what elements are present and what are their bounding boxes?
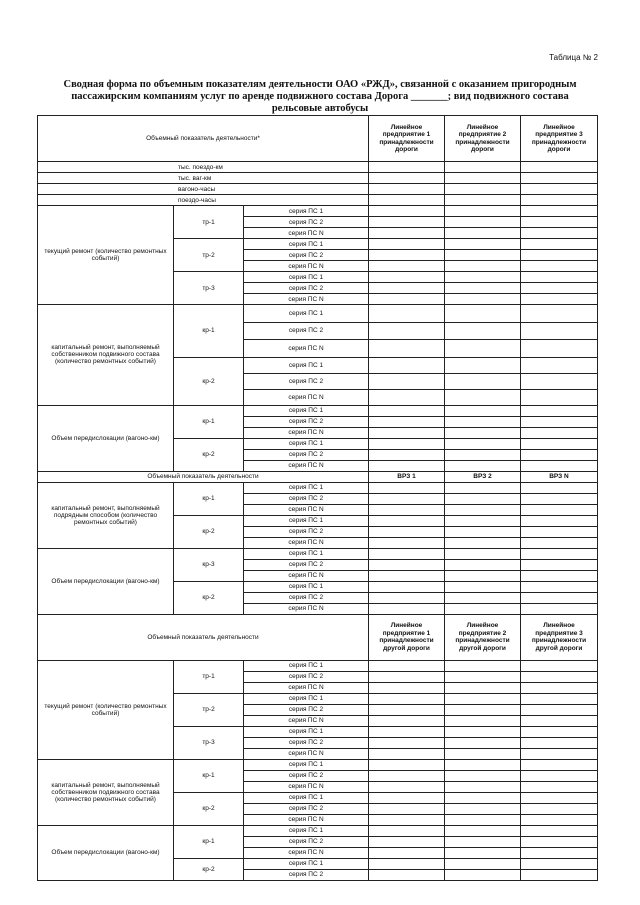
value-cell bbox=[521, 206, 598, 217]
value-cell bbox=[521, 726, 598, 737]
value-cell bbox=[369, 460, 445, 471]
value-cell bbox=[445, 682, 521, 693]
value-cell bbox=[445, 869, 521, 880]
value-cell bbox=[521, 239, 598, 250]
value-cell bbox=[445, 537, 521, 548]
series-label: серия ПС 1 bbox=[244, 858, 369, 869]
series-label: серия ПС 2 bbox=[244, 526, 369, 537]
header-col-2: Линейное предприятие 2 принадлежности другой дороги bbox=[445, 614, 521, 660]
series-label: серия ПС N bbox=[244, 261, 369, 272]
series-label: серия ПС N bbox=[244, 389, 369, 405]
group-label: Объем передислокации (вагоно-км) bbox=[38, 825, 174, 880]
table-row bbox=[38, 548, 598, 559]
value-cell bbox=[445, 228, 521, 239]
group-label: капитальный ремонт, выполняемый подрядным способом (количество ремонтных событий) bbox=[38, 482, 174, 548]
table-number: Таблица № 2 bbox=[549, 53, 598, 62]
value-cell bbox=[521, 682, 598, 693]
table-row bbox=[38, 825, 598, 836]
value-cell bbox=[369, 781, 445, 792]
value-cell bbox=[369, 858, 445, 869]
value-cell bbox=[369, 748, 445, 759]
value-cell bbox=[445, 416, 521, 427]
value-cell bbox=[521, 781, 598, 792]
group-label: Объем передислокации (вагоно-км) bbox=[38, 405, 174, 471]
value-cell bbox=[521, 858, 598, 869]
repair-type: кр-1 bbox=[174, 482, 244, 515]
value-cell bbox=[521, 792, 598, 803]
table-row bbox=[38, 116, 598, 162]
series-label: серия ПС 1 bbox=[244, 825, 369, 836]
value-cell bbox=[369, 416, 445, 427]
group-label: Объем передислокации (вагоно-км) bbox=[38, 548, 174, 614]
value-cell bbox=[445, 261, 521, 272]
value-cell bbox=[445, 693, 521, 704]
series-label: серия ПС 1 bbox=[244, 693, 369, 704]
series-label: серия ПС 2 bbox=[244, 671, 369, 682]
group-label: капитальный ремонт, выполняемый собственником подвижного состава (количество ремонтных событий) bbox=[38, 305, 174, 406]
table-row bbox=[38, 206, 598, 217]
value-cell bbox=[521, 814, 598, 825]
repair-type: тр-1 bbox=[174, 206, 244, 239]
series-label: серия ПС 2 bbox=[244, 283, 369, 294]
value-cell bbox=[521, 322, 598, 340]
value-cell bbox=[445, 548, 521, 559]
value-cell bbox=[369, 184, 445, 195]
header-col-1: Линейное предприятие 1 принадлежности дороги bbox=[369, 116, 445, 162]
table-row bbox=[38, 195, 598, 206]
value-cell bbox=[521, 581, 598, 592]
series-label: серия ПС 2 bbox=[244, 737, 369, 748]
value-cell bbox=[521, 416, 598, 427]
series-label: серия ПС 2 bbox=[244, 250, 369, 261]
value-cell bbox=[521, 570, 598, 581]
table-row bbox=[38, 471, 598, 482]
value-cell bbox=[445, 272, 521, 283]
series-label: серия ПС 2 bbox=[244, 373, 369, 389]
value-cell bbox=[369, 682, 445, 693]
value-cell bbox=[521, 748, 598, 759]
title-line-2: пассажирским компаниям услуг по аренде подвижного состава Дорога _______; вид подвижного состава bbox=[71, 91, 569, 102]
repair-type: тр-2 bbox=[174, 239, 244, 272]
value-cell bbox=[521, 357, 598, 373]
header-col-3: ВРЗ N bbox=[521, 471, 598, 482]
value-cell bbox=[369, 482, 445, 493]
series-label: серия ПС N bbox=[244, 603, 369, 614]
repair-type: тр-1 bbox=[174, 660, 244, 693]
table-row bbox=[38, 162, 598, 173]
value-cell bbox=[521, 283, 598, 294]
value-cell bbox=[521, 592, 598, 603]
value-cell bbox=[521, 438, 598, 449]
header-col-1: ВРЗ 1 bbox=[369, 471, 445, 482]
value-cell bbox=[445, 770, 521, 781]
value-cell bbox=[521, 770, 598, 781]
header-indicator: Объемный показатель деятельности* bbox=[38, 116, 369, 162]
value-cell bbox=[369, 836, 445, 847]
value-cell bbox=[369, 737, 445, 748]
series-label: серия ПС 2 bbox=[244, 592, 369, 603]
value-cell bbox=[369, 526, 445, 537]
value-cell bbox=[445, 340, 521, 358]
repair-type: кр-1 bbox=[174, 759, 244, 792]
value-cell bbox=[369, 515, 445, 526]
value-cell bbox=[369, 847, 445, 858]
table-row bbox=[38, 614, 598, 660]
unit-label: тыс. поездо-км bbox=[38, 162, 369, 173]
value-cell bbox=[369, 715, 445, 726]
value-cell bbox=[369, 726, 445, 737]
value-cell bbox=[369, 792, 445, 803]
value-cell bbox=[369, 803, 445, 814]
value-cell bbox=[521, 389, 598, 405]
value-cell bbox=[445, 322, 521, 340]
value-cell bbox=[521, 294, 598, 305]
series-label: серия ПС 1 bbox=[244, 239, 369, 250]
value-cell bbox=[445, 704, 521, 715]
repair-type: тр-3 bbox=[174, 272, 244, 305]
header-col-1: Линейное предприятие 1 принадлежности другой дороги bbox=[369, 614, 445, 660]
value-cell bbox=[521, 272, 598, 283]
series-label: серия ПС 1 bbox=[244, 792, 369, 803]
value-cell bbox=[369, 770, 445, 781]
value-cell bbox=[521, 173, 598, 184]
value-cell bbox=[369, 581, 445, 592]
value-cell bbox=[445, 173, 521, 184]
value-cell bbox=[521, 449, 598, 460]
series-label: серия ПС 1 bbox=[244, 660, 369, 671]
value-cell bbox=[369, 869, 445, 880]
value-cell bbox=[521, 195, 598, 206]
value-cell bbox=[445, 294, 521, 305]
value-cell bbox=[445, 825, 521, 836]
value-cell bbox=[521, 704, 598, 715]
series-label: серия ПС 2 bbox=[244, 449, 369, 460]
header-col-3: Линейное предприятие 3 принадлежности дороги bbox=[521, 116, 598, 162]
header-col-2: Линейное предприятие 2 принадлежности дороги bbox=[445, 116, 521, 162]
series-label: серия ПС 1 bbox=[244, 759, 369, 770]
value-cell bbox=[369, 389, 445, 405]
value-cell bbox=[521, 217, 598, 228]
value-cell bbox=[369, 592, 445, 603]
value-cell bbox=[521, 537, 598, 548]
series-label: серия ПС 2 bbox=[244, 704, 369, 715]
table-row bbox=[38, 660, 598, 671]
value-cell bbox=[445, 427, 521, 438]
series-label: серия ПС N bbox=[244, 340, 369, 358]
value-cell bbox=[369, 427, 445, 438]
value-cell bbox=[445, 748, 521, 759]
value-cell bbox=[445, 515, 521, 526]
title-line-3: рельсовые автобусы bbox=[271, 103, 369, 114]
repair-type: кр-2 bbox=[174, 858, 244, 880]
value-cell bbox=[369, 206, 445, 217]
value-cell bbox=[369, 704, 445, 715]
value-cell bbox=[445, 438, 521, 449]
table-row bbox=[38, 305, 598, 323]
header-col-3: Линейное предприятие 3 принадлежности другой дороги bbox=[521, 614, 598, 660]
header-col-2: ВРЗ 2 bbox=[445, 471, 521, 482]
value-cell bbox=[369, 671, 445, 682]
value-cell bbox=[445, 581, 521, 592]
value-cell bbox=[445, 526, 521, 537]
value-cell bbox=[445, 814, 521, 825]
value-cell bbox=[445, 858, 521, 869]
value-cell bbox=[369, 294, 445, 305]
value-cell bbox=[369, 217, 445, 228]
value-cell bbox=[521, 825, 598, 836]
value-cell bbox=[521, 162, 598, 173]
table-row bbox=[38, 184, 598, 195]
value-cell bbox=[369, 814, 445, 825]
value-cell bbox=[369, 438, 445, 449]
repair-type: кр-1 bbox=[174, 825, 244, 858]
series-label: серия ПС 1 bbox=[244, 305, 369, 323]
value-cell bbox=[369, 570, 445, 581]
repair-type: кр-2 bbox=[174, 792, 244, 825]
series-label: серия ПС 2 bbox=[244, 322, 369, 340]
value-cell bbox=[445, 373, 521, 389]
repair-type: кр-2 bbox=[174, 438, 244, 471]
value-cell bbox=[445, 504, 521, 515]
value-cell bbox=[521, 693, 598, 704]
value-cell bbox=[445, 803, 521, 814]
series-label: серия ПС N bbox=[244, 847, 369, 858]
series-label: серия ПС 2 bbox=[244, 803, 369, 814]
value-cell bbox=[369, 357, 445, 373]
unit-label: вагоно-часы bbox=[38, 184, 369, 195]
value-cell bbox=[445, 603, 521, 614]
value-cell bbox=[445, 493, 521, 504]
series-label: серия ПС N bbox=[244, 537, 369, 548]
repair-type: кр-1 bbox=[174, 405, 244, 438]
value-cell bbox=[369, 228, 445, 239]
value-cell bbox=[445, 405, 521, 416]
group-label: текущий ремонт (количество ремонтных событий) bbox=[38, 206, 174, 305]
value-cell bbox=[445, 239, 521, 250]
value-cell bbox=[445, 195, 521, 206]
value-cell bbox=[369, 504, 445, 515]
value-cell bbox=[445, 482, 521, 493]
series-label: серия ПС N bbox=[244, 504, 369, 515]
series-label: серия ПС N bbox=[244, 460, 369, 471]
value-cell bbox=[445, 715, 521, 726]
value-cell bbox=[521, 869, 598, 880]
series-label: серия ПС N bbox=[244, 715, 369, 726]
series-label: серия ПС 1 bbox=[244, 272, 369, 283]
value-cell bbox=[369, 603, 445, 614]
value-cell bbox=[445, 792, 521, 803]
series-label: серия ПС N bbox=[244, 781, 369, 792]
value-cell bbox=[521, 803, 598, 814]
value-cell bbox=[521, 515, 598, 526]
value-cell bbox=[445, 660, 521, 671]
value-cell bbox=[445, 305, 521, 323]
value-cell bbox=[445, 389, 521, 405]
value-cell bbox=[369, 759, 445, 770]
value-cell bbox=[445, 217, 521, 228]
value-cell bbox=[445, 847, 521, 858]
value-cell bbox=[521, 184, 598, 195]
series-label: серия ПС N bbox=[244, 570, 369, 581]
value-cell bbox=[521, 504, 598, 515]
value-cell bbox=[521, 250, 598, 261]
series-label: серия ПС 2 bbox=[244, 836, 369, 847]
value-cell bbox=[521, 759, 598, 770]
value-cell bbox=[521, 493, 598, 504]
value-cell bbox=[445, 836, 521, 847]
value-cell bbox=[521, 603, 598, 614]
value-cell bbox=[521, 305, 598, 323]
value-cell bbox=[521, 559, 598, 570]
value-cell bbox=[445, 460, 521, 471]
group-label: капитальный ремонт, выполняемый собственником подвижного состава (количество ремонтных событий) bbox=[38, 759, 174, 825]
value-cell bbox=[521, 836, 598, 847]
value-cell bbox=[445, 570, 521, 581]
table-row bbox=[38, 482, 598, 493]
value-cell bbox=[369, 195, 445, 206]
value-cell bbox=[445, 283, 521, 294]
value-cell bbox=[521, 482, 598, 493]
value-cell bbox=[445, 671, 521, 682]
value-cell bbox=[521, 847, 598, 858]
series-label: серия ПС 2 bbox=[244, 493, 369, 504]
value-cell bbox=[369, 272, 445, 283]
value-cell bbox=[369, 825, 445, 836]
value-cell bbox=[445, 449, 521, 460]
value-cell bbox=[369, 449, 445, 460]
value-cell bbox=[369, 340, 445, 358]
value-cell bbox=[369, 559, 445, 570]
unit-label: поездо-часы bbox=[38, 195, 369, 206]
series-label: серия ПС 1 bbox=[244, 515, 369, 526]
value-cell bbox=[369, 283, 445, 294]
value-cell bbox=[521, 373, 598, 389]
value-cell bbox=[445, 726, 521, 737]
value-cell bbox=[445, 250, 521, 261]
series-label: серия ПС 1 bbox=[244, 357, 369, 373]
summary-table bbox=[37, 115, 598, 881]
repair-type: кр-2 bbox=[174, 515, 244, 548]
series-label: серия ПС N bbox=[244, 228, 369, 239]
value-cell bbox=[521, 671, 598, 682]
series-label: серия ПС 1 bbox=[244, 581, 369, 592]
series-label: серия ПС 2 bbox=[244, 416, 369, 427]
value-cell bbox=[369, 548, 445, 559]
series-label: серия ПС 2 bbox=[244, 217, 369, 228]
value-cell bbox=[521, 405, 598, 416]
value-cell bbox=[445, 781, 521, 792]
value-cell bbox=[369, 693, 445, 704]
repair-type: кр-3 bbox=[174, 548, 244, 581]
series-label: серия ПС 1 bbox=[244, 726, 369, 737]
value-cell bbox=[445, 737, 521, 748]
table-row bbox=[38, 173, 598, 184]
value-cell bbox=[369, 261, 445, 272]
series-label: серия ПС N bbox=[244, 294, 369, 305]
header-indicator: Объемный показатель деятельности bbox=[38, 471, 369, 482]
group-label: текущий ремонт (количество ремонтных событий) bbox=[38, 660, 174, 759]
table-row bbox=[38, 759, 598, 770]
value-cell bbox=[445, 559, 521, 570]
value-cell bbox=[521, 427, 598, 438]
repair-type: кр-1 bbox=[174, 305, 244, 358]
value-cell bbox=[369, 373, 445, 389]
series-label: серия ПС 2 bbox=[244, 559, 369, 570]
value-cell bbox=[445, 184, 521, 195]
series-label: серия ПС N bbox=[244, 427, 369, 438]
series-label: серия ПС 2 bbox=[244, 770, 369, 781]
value-cell bbox=[521, 660, 598, 671]
value-cell bbox=[521, 526, 598, 537]
series-label: серия ПС 1 bbox=[244, 405, 369, 416]
value-cell bbox=[445, 357, 521, 373]
value-cell bbox=[369, 173, 445, 184]
value-cell bbox=[521, 715, 598, 726]
value-cell bbox=[369, 405, 445, 416]
value-cell bbox=[521, 548, 598, 559]
value-cell bbox=[445, 162, 521, 173]
value-cell bbox=[369, 305, 445, 323]
value-cell bbox=[445, 592, 521, 603]
series-label: серия ПС 2 bbox=[244, 869, 369, 880]
series-label: серия ПС 1 bbox=[244, 438, 369, 449]
repair-type: тр-2 bbox=[174, 693, 244, 726]
value-cell bbox=[369, 322, 445, 340]
page-title bbox=[40, 79, 600, 115]
series-label: серия ПС 1 bbox=[244, 548, 369, 559]
value-cell bbox=[521, 261, 598, 272]
value-cell bbox=[369, 493, 445, 504]
unit-label: тыс. ваг-км bbox=[38, 173, 369, 184]
title-line-1: Сводная форма по объемным показателям деятельности ОАО «РЖД», связанной с оказанием пригородным bbox=[63, 79, 577, 90]
series-label: серия ПС N bbox=[244, 748, 369, 759]
value-cell bbox=[521, 228, 598, 239]
header-indicator: Объемный показатель деятельности bbox=[38, 614, 369, 660]
series-label: серия ПС 1 bbox=[244, 482, 369, 493]
value-cell bbox=[369, 250, 445, 261]
value-cell bbox=[521, 737, 598, 748]
series-label: серия ПС 1 bbox=[244, 206, 369, 217]
value-cell bbox=[445, 759, 521, 770]
repair-type: кр-2 bbox=[174, 581, 244, 614]
series-label: серия ПС N bbox=[244, 682, 369, 693]
repair-type: кр-2 bbox=[174, 357, 244, 405]
table-row bbox=[38, 405, 598, 416]
value-cell bbox=[521, 340, 598, 358]
value-cell bbox=[369, 537, 445, 548]
series-label: серия ПС N bbox=[244, 814, 369, 825]
repair-type: тр-3 bbox=[174, 726, 244, 759]
value-cell bbox=[521, 460, 598, 471]
value-cell bbox=[369, 660, 445, 671]
value-cell bbox=[369, 162, 445, 173]
value-cell bbox=[369, 239, 445, 250]
value-cell bbox=[445, 206, 521, 217]
